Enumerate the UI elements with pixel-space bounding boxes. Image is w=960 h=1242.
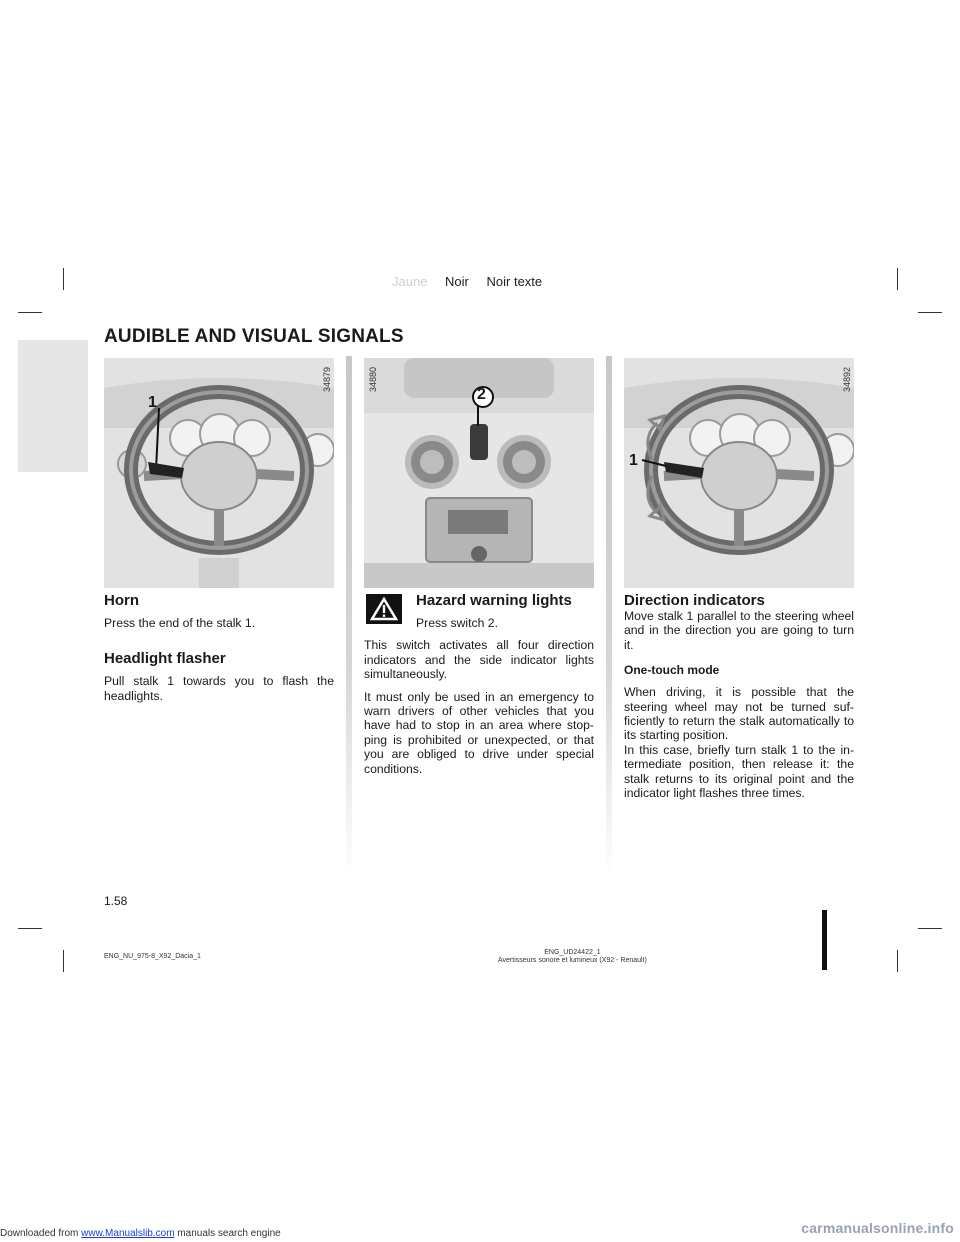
headlight-flasher-heading: Headlight flasher bbox=[104, 650, 226, 668]
color-label-noir-texte: Noir texte bbox=[486, 274, 543, 289]
figure-number: 34880 bbox=[368, 366, 378, 392]
figure-dashboard-hazard-switch bbox=[364, 358, 594, 588]
hazard-paragraph-2: It must only be used in an emergency to warn drivers of other vehicles that you have had to stop in an area where stop-ping is prohibited or unexpected, or that you are obliged to drive under special conditions. bbox=[364, 689, 594, 776]
crop-mark bbox=[897, 950, 898, 972]
color-label-jaune: Jaune bbox=[392, 274, 428, 289]
callout-2: 2 bbox=[477, 386, 486, 403]
steering-wheel-illustration bbox=[104, 358, 334, 588]
crop-mark bbox=[18, 312, 42, 313]
watermark: carmanualsonline.info bbox=[801, 1220, 954, 1236]
horn-text: Press the end of the stalk 1. bbox=[104, 616, 256, 630]
figure-steering-wheel-horn bbox=[104, 358, 334, 588]
indicator-stalk-illustration bbox=[624, 358, 854, 588]
column-divider bbox=[346, 356, 352, 876]
column-horn bbox=[104, 592, 334, 703]
download-banner bbox=[0, 1228, 281, 1239]
headlight-flasher-text: Pull stalk 1 towards you to flash the headlights. bbox=[104, 674, 334, 703]
manualslib-link[interactable]: www.Manualslib.com bbox=[81, 1228, 175, 1239]
one-touch-paragraph-1: When driving, it is possible that the steering wheel may not be turned suf-ficiently to return the stalk automatically to its starting position. bbox=[624, 685, 854, 743]
footer-code: ENG_UD24422_1 bbox=[544, 949, 601, 956]
column-hazard bbox=[364, 592, 594, 776]
figure-steering-wheel-indicators bbox=[624, 358, 854, 588]
hazard-paragraph-1: This switch activates all four direction indicators and the side indicator lights simultaneously. bbox=[364, 638, 594, 682]
hazard-heading: Hazard warning lights bbox=[416, 592, 572, 609]
horn-heading: Horn bbox=[104, 592, 139, 609]
figure-number: 34892 bbox=[842, 366, 852, 392]
one-touch-paragraph-2: In this case, briefly turn stalk 1 to the in-termediate position, then release it: the stalk returns to its original point and the indicator light flashes three times. bbox=[624, 742, 854, 801]
crop-mark bbox=[18, 928, 42, 929]
crop-mark bbox=[918, 928, 942, 929]
footer-section-code bbox=[498, 949, 647, 965]
direction-indicators-text: Move stalk 1 parallel to the steering wheel and in the direction you are going to turn it. bbox=[624, 609, 854, 652]
callout-1: 1 bbox=[629, 452, 638, 469]
footer-document-code: ENG_NU_975-8_X92_Dacia_1 bbox=[104, 953, 201, 960]
column-direction-indicators bbox=[624, 592, 854, 800]
chapter-tab bbox=[18, 340, 88, 472]
edge-bar bbox=[822, 910, 827, 970]
direction-indicators-heading: Direction indicators bbox=[624, 592, 765, 609]
banner-prefix: Downloaded from bbox=[0, 1228, 82, 1239]
crop-mark bbox=[897, 268, 898, 290]
callout-1: 1 bbox=[148, 394, 157, 411]
footer-section-title: Avertisseurs sonore et lumineux (X92 - Renault) bbox=[498, 957, 647, 964]
page-number: 1.58 bbox=[104, 894, 128, 908]
crop-mark bbox=[63, 268, 64, 290]
color-label-noir: Noir bbox=[445, 274, 469, 289]
page-title: AUDIBLE AND VISUAL SIGNALS bbox=[104, 326, 404, 347]
hazard-press-text: Press switch 2. bbox=[416, 616, 498, 630]
one-touch-mode-subheading: One-touch mode bbox=[624, 663, 720, 678]
crop-mark bbox=[63, 950, 64, 972]
banner-suffix: manuals search engine bbox=[174, 1228, 281, 1239]
figure-number: 34879 bbox=[322, 366, 332, 392]
color-separation-labels bbox=[392, 274, 542, 289]
column-divider bbox=[606, 356, 612, 876]
crop-mark bbox=[918, 312, 942, 313]
